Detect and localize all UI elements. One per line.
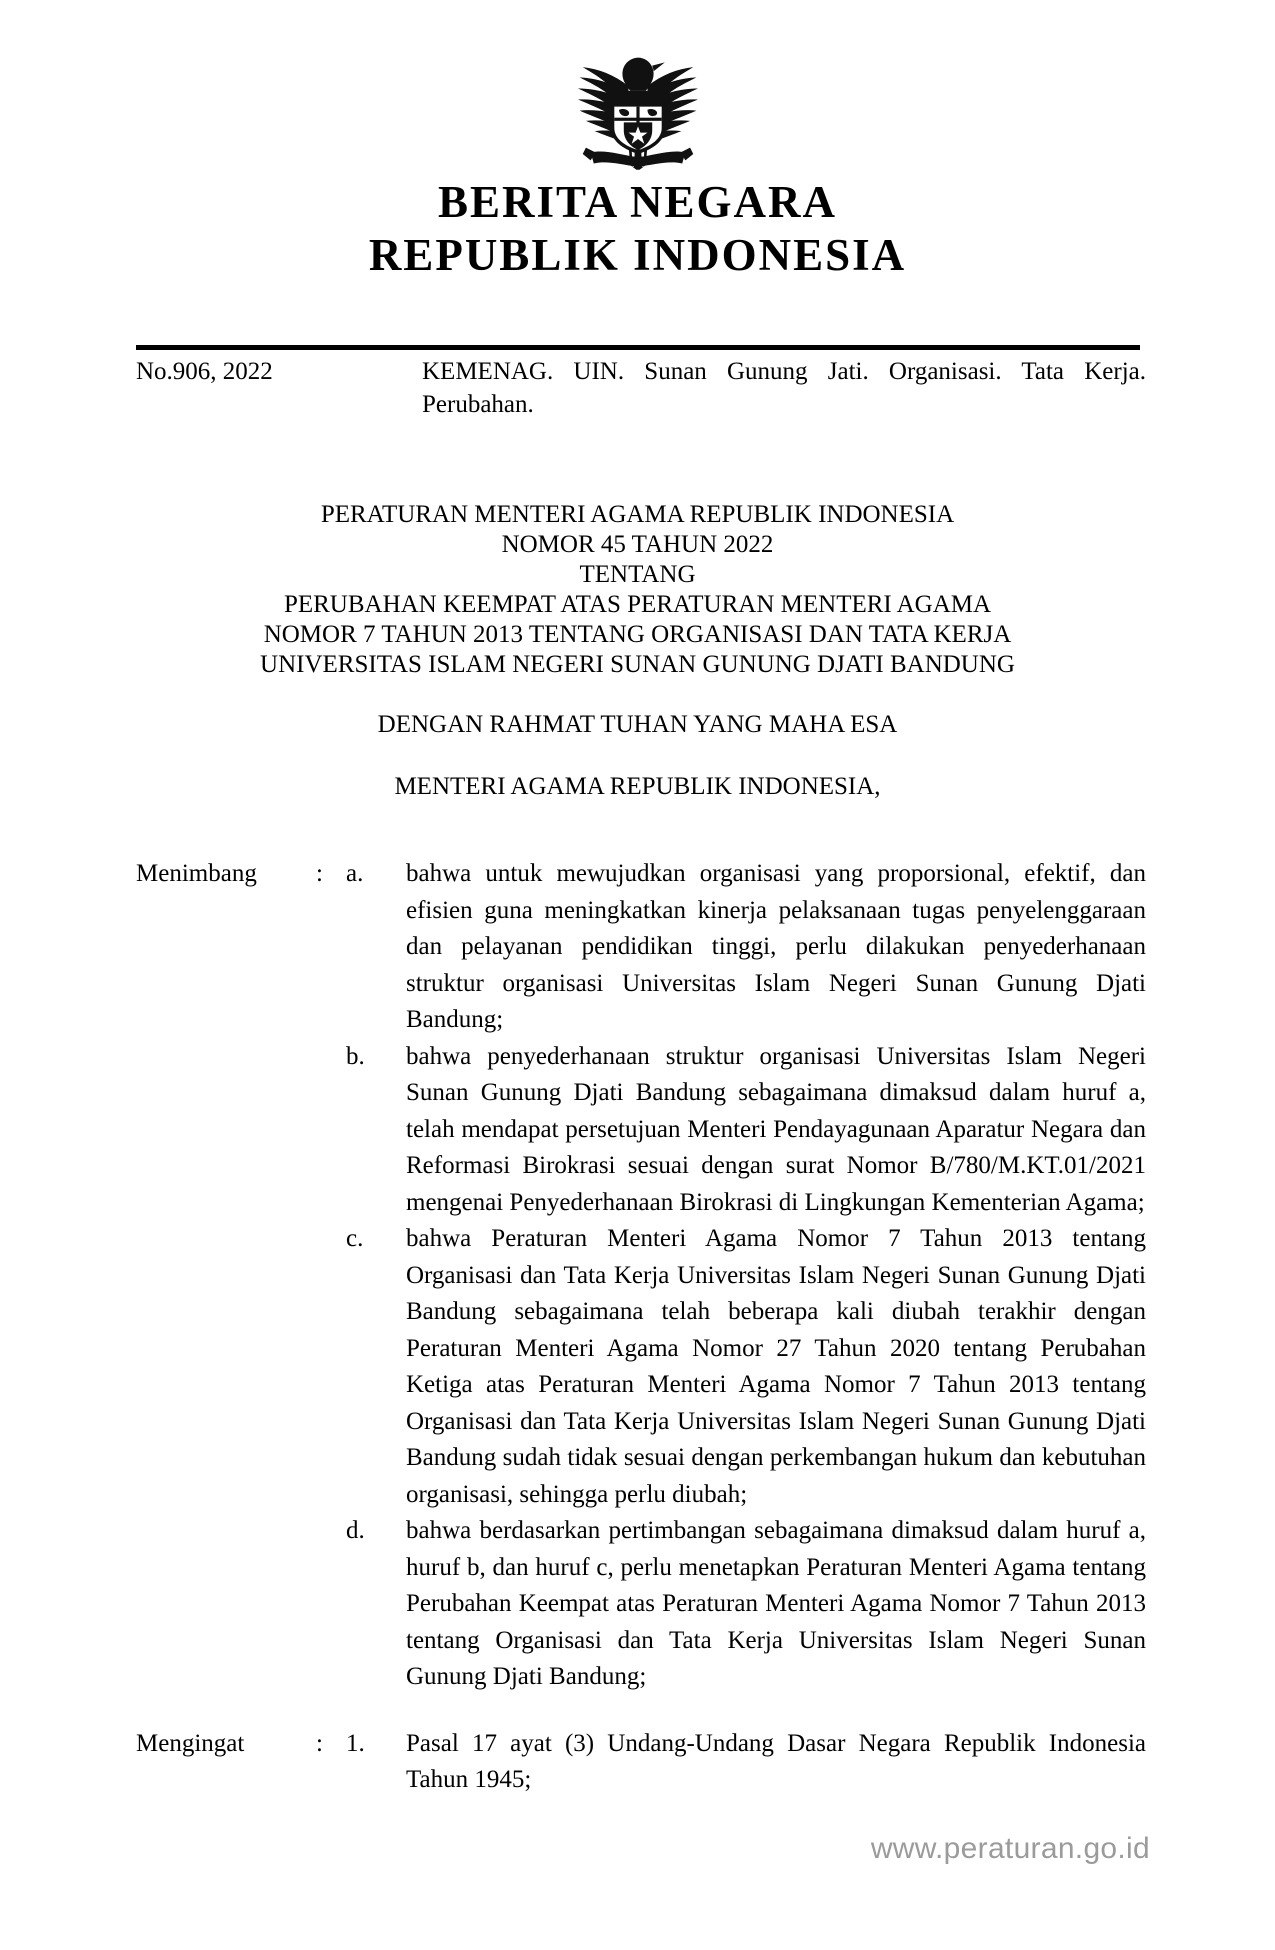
garuda-pancasila-icon	[558, 34, 718, 184]
item-marker: b.	[346, 1042, 365, 1070]
title-line: TENTANG	[579, 561, 696, 588]
item-marker: a.	[346, 860, 364, 887]
header-divider	[136, 345, 1140, 350]
regulation-title-block	[0, 500, 1275, 680]
gazette-info-row	[136, 355, 1146, 421]
masthead	[0, 176, 1275, 282]
item-text: Pasal 17 ayat (3) Undang-Undang Dasar Negara Republik Indonesia Tahun 1945;	[406, 1729, 1146, 1793]
authority-line: MENTERI AGAMA REPUBLIK INDONESIA,	[394, 773, 881, 800]
title-line: PERUBAHAN KEEMPAT ATAS PERATURAN MENTERI AGAMA	[283, 591, 992, 618]
item-text: bahwa penyederhanaan struktur organisasi Universitas Islam Negeri Sunan Gunung Djati Bandung sebagaimana dimaksud dalam huruf a, telah mendapat persetujuan Menteri Pendayagunaan Aparatur Negara dan Reformasi Birokrasi sesuai dengan surat Nomor B/780/M.KT.01/2021 mengenai Penyederhanaan Birokrasi di Lingkungan Kementerian Agama;	[406, 1042, 1146, 1216]
clause-item	[346, 1221, 1146, 1513]
clause-items	[346, 1726, 1146, 1799]
clause-colon: :	[316, 860, 323, 887]
clause-group-mengingat	[136, 1726, 1146, 1799]
title-line: PERATURAN MENTERI AGAMA REPUBLIK INDONESIA	[320, 501, 955, 528]
clause-item	[346, 1513, 1146, 1696]
emblem-container	[0, 34, 1275, 189]
item-text: bahwa berdasarkan pertimbangan sebagaimana dimaksud dalam huruf a, huruf b, dan huruf c, perlu menetapkan Peraturan Menteri Agama tentang Perubahan Keempat atas Peraturan Menteri Agama Nomor 7 Tahun 2013 tentang Organisasi dan Tata Kerja Universitas Islam Negeri Sunan Gunung Djati Bandung;	[406, 1517, 1146, 1690]
blessing-line: DENGAN RAHMAT TUHAN YANG MAHA ESA	[377, 711, 898, 738]
title-line: NOMOR 45 TAHUN 2022	[501, 531, 774, 558]
clause-label: Menimbang	[136, 860, 257, 887]
title-line: UNIVERSITAS ISLAM NEGERI SUNAN GUNUNG DJATI BANDUNG	[260, 651, 1015, 678]
clause-item	[346, 856, 1146, 1039]
item-marker: d.	[346, 1517, 365, 1544]
masthead-line-2: REPUBLIK INDONESIA	[368, 230, 907, 280]
item-marker: c.	[346, 1225, 364, 1252]
clause-colon: :	[316, 1729, 323, 1757]
clause-items	[346, 856, 1146, 1696]
item-text: bahwa Peraturan Menteri Agama Nomor 7 Tahun 2013 tentang Organisasi dan Tata Kerja Universitas Islam Negeri Sunan Gunung Djati Bandung sebagaimana telah beberapa kali diubah terakhir dengan Peraturan Menteri Agama Nomor 27 Tahun 2020 tentang Perubahan Ketiga atas Peraturan Menteri Agama Nomor 7 Tahun 2013 tentang Organisasi dan Tata Kerja Universitas Islam Negeri Sunan Gunung Djati Bandung sudah tidak sesuai dengan perkembangan hukum dan kebutuhan organisasi, sehingga perlu diubah;	[406, 1225, 1146, 1508]
footer-watermark: www.peraturan.go.id	[870, 1832, 1150, 1865]
gazette-subject-keywords: KEMENAG. UIN. Sunan Gunung Jati. Organisasi. Tata Kerja. Perubahan.	[422, 358, 1146, 418]
item-marker: 1.	[346, 1729, 365, 1757]
gazette-number: No.906, 2022	[136, 358, 273, 385]
clauses-section	[136, 856, 1146, 1799]
clause-group-menimbang	[136, 856, 1146, 1696]
clause-item	[346, 1039, 1146, 1222]
item-text: bahwa untuk mewujudkan organisasi yang proporsional, efektif, dan efisien guna meningkatkan kinerja pelaksanaan tugas penyelenggaraan dan pelayanan pendidikan tinggi, perlu dilakukan penyederhanaan struktur organisasi Universitas Islam Negeri Sunan Gunung Djati Bandung;	[406, 860, 1146, 1033]
clause-item	[346, 1726, 1146, 1799]
clause-label: Mengingat	[136, 1729, 245, 1757]
masthead-line-1: BERITA NEGARA	[438, 177, 837, 227]
title-line: NOMOR 7 TAHUN 2013 TENTANG ORGANISASI DAN TATA KERJA	[263, 621, 1012, 648]
